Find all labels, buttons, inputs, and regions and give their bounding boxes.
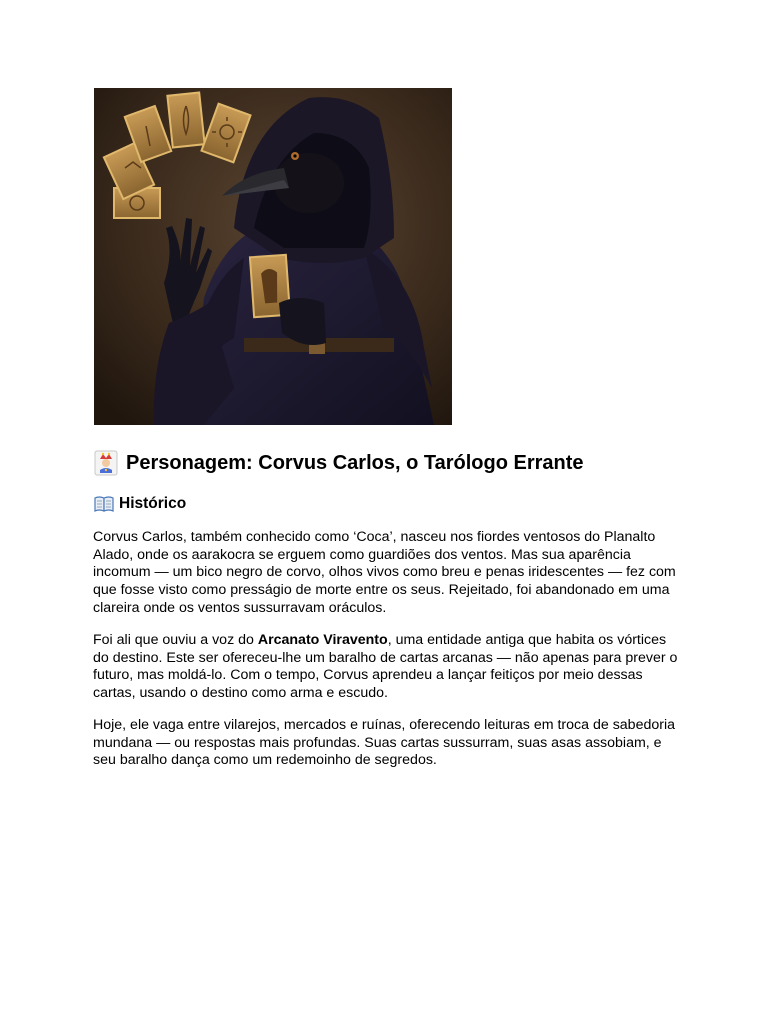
raven-tarot-illustration xyxy=(94,88,452,425)
paragraph-present: Hoje, ele vaga entre vilarejos, mercados e ruínas, oferecendo leituras em troca de sabedoria mundana — ou respostas mais profundas. Suas cartas sussurram, suas asas assobiam, e seu baralho dança como um redemoinho de segredos. xyxy=(93,717,676,769)
section-heading-historico xyxy=(94,494,186,514)
page-title-text: Personagem: Corvus Carlos, o Tarólogo Errante xyxy=(126,452,584,474)
paragraph-arcanato-intro: Foi ali que ouviu a voz do xyxy=(93,632,258,648)
arcanato-viravento-name: Arcanato Viravento xyxy=(257,632,388,648)
paragraph-arcanato-rest: , uma entidade antiga que habita os vórtices do destino. Este ser ofereceu-lhe um baralho de cartas arcanas — não apenas para prever o futuro, mas moldá-lo. Com o tempo, Corvus aprendeu a lançar feitiços por meio dessas cartas, usando o destino como arma e escudo. xyxy=(93,632,678,702)
page-title xyxy=(94,450,584,476)
joker-card-icon xyxy=(94,450,118,476)
paragraph-origin: Corvus Carlos, também conhecido como ‘Coca’, nasceu nos fiordes ventosos do Planalto Alado, onde os aarakocra se erguem como guardiões dos ventos. Mas sua aparência incomum — um bico negro de corvo, olhos vivos como breu e penas iridescentes — fez com que fosse visto como presságio de morte entre os seus. Rejeitado, foi abandonado em uma clareira onde os ventos sussurravam oráculos. xyxy=(93,529,676,616)
open-book-icon xyxy=(94,496,114,512)
paragraph-arcanato xyxy=(93,632,683,703)
section-heading-text: Histórico xyxy=(119,495,187,512)
